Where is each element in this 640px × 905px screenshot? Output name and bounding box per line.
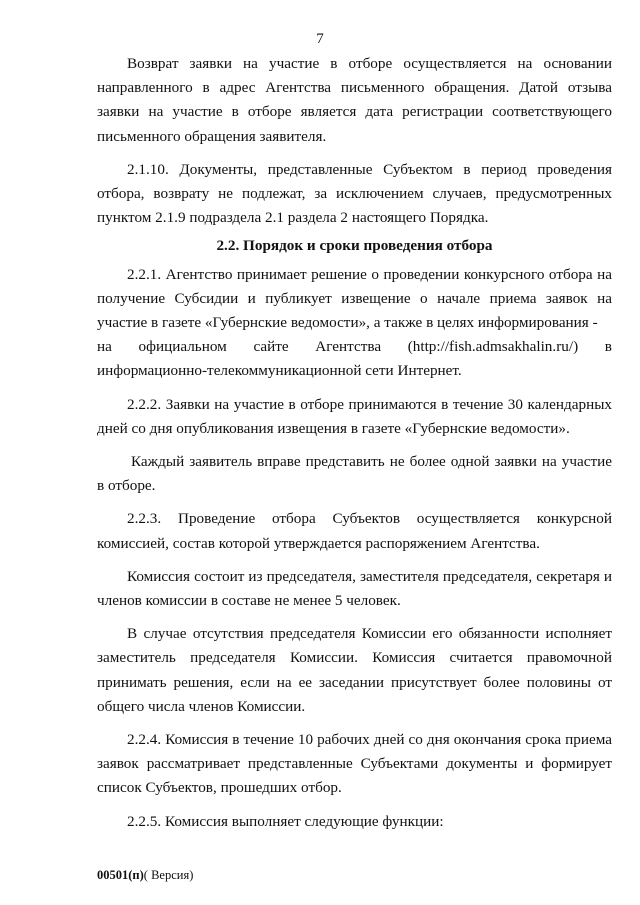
paragraph-one-application: Каждый заявитель вправе представить не более одной заявки на участие в отборе. <box>97 453 612 495</box>
paragraph-2-1-10: 2.1.10. Документы, представленные Субъектом в период проведения отбора, возврату не подлежат, за исключением случаев, предусмотренных пунктом 2.1.9 подраздела 2.1 раздела 2 настоящего Порядка. <box>97 160 612 227</box>
paragraph-commission-composition: Комиссия состоит из председателя, заместителя председателя, секретаря и членов комиссии в составе не менее 5 человек. <box>97 567 612 610</box>
word: официальном <box>138 338 227 356</box>
paragraph-chairman-absence: В случае отсутствия председателя Комиссии его обязанности исполняет заместитель председателя Комиссии. Комиссия считается правомочной принимать решения, если на ее заседании присутствует более половины от общего числа членов Комиссии. <box>97 625 612 715</box>
paragraph-2-2-1-tail: информационно-телекоммуникационной сети Интернет. <box>97 362 462 380</box>
paragraph-2-2-3: 2.2.3. Проведение отбора Субъектов осуществляется конкурсной комиссией, состав которой утверждается распоряжением Агентства. <box>97 510 612 552</box>
paragraph-return-of-application: Возврат заявки на участие в отборе осуществляется на основании направленного в адрес Агентства письменного обращения. Датой отзыва заявки на участие в отборе является дата регистрации соответствующего письменного обращения заявителя. <box>97 55 612 145</box>
document-footer <box>97 868 193 883</box>
paragraph-2-2-4: 2.2.4. Комиссия в течение 10 рабочих дней со дня окончания срока приема заявок рассматривает представленные Субъектами документы и формирует список Субъектов, прошедших отбор. <box>97 731 612 797</box>
word: Агентства <box>315 338 382 356</box>
word: в <box>604 338 612 356</box>
paragraph-2-2-5: 2.2.5. Комиссия выполняет следующие функции: <box>127 812 444 830</box>
word: на <box>97 338 112 356</box>
paragraph-2-2-2: 2.2.2. Заявки на участие в отборе принимаются в течение 30 календарных дней со дня опубликования извещения в газете «Губернские ведомости». <box>97 395 612 437</box>
section-heading: 2.2. Порядок и сроки проведения отбора <box>216 237 493 255</box>
version-label: ( Версия) <box>143 868 194 882</box>
paragraph-2-2-1: 2.2.1. Агентство принимает решение о проведении конкурсного отбора на получение Субсидии и публикует извещение о начале приема заявок на участие в газете «Губернские ведомости», а также в целях информирования - <box>97 265 612 332</box>
paragraph-2-2-1-website-line <box>97 335 612 359</box>
page-number: 7 <box>316 31 324 47</box>
document-code: 00501(п) <box>97 868 144 882</box>
website-link: (http://fish.admsakhalin.ru/) <box>407 338 579 356</box>
document-body <box>97 52 612 834</box>
word: сайте <box>253 338 289 356</box>
